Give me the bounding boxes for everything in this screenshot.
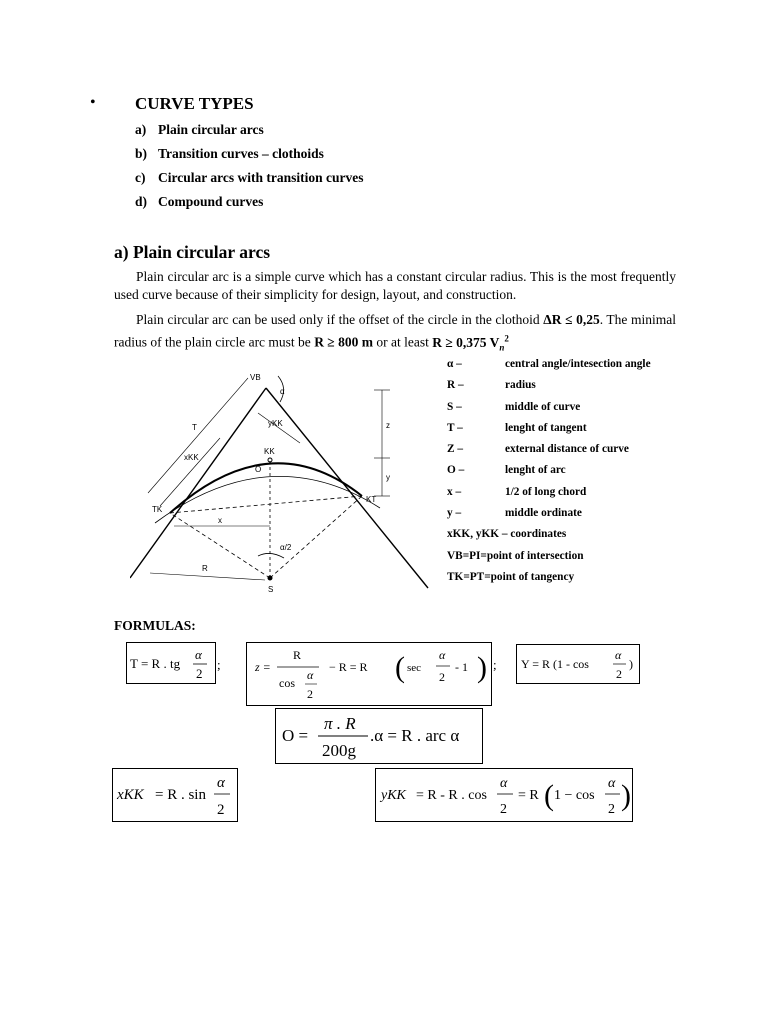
formula-t-two: 2 <box>196 666 203 681</box>
label-alpha: α <box>280 387 285 396</box>
tangent-left <box>130 388 266 578</box>
paragraph-conditions <box>114 311 676 356</box>
formula-z-paren-open: ( <box>395 651 405 684</box>
legend-symbol: T – <box>447 421 463 434</box>
formula-xkk-alpha: α <box>217 775 225 791</box>
list-item-label: d) <box>135 194 148 209</box>
curve-diagram <box>130 368 440 600</box>
formula-ykk-mid: = R - R . cos <box>416 788 487 803</box>
formula-o-rhs: .α = R . arc α <box>370 726 460 745</box>
formula-middle-ordinate <box>516 644 640 684</box>
list-item-text: Plain circular arcs <box>158 122 264 137</box>
formula-o-grad: 200g <box>322 741 356 760</box>
legend-row <box>447 507 651 528</box>
semicolon: ; <box>493 657 497 672</box>
list-item-label: b) <box>135 146 148 161</box>
legend-symbol: S – <box>447 400 462 413</box>
legend-desc: radius <box>505 379 536 392</box>
list-item-text: Transition curves – clothoids <box>158 146 324 161</box>
formula-z-sec: sec <box>407 662 422 674</box>
list-item <box>135 122 364 146</box>
legend-desc: central angle/intesection angle <box>505 358 651 370</box>
formula-ykk-two2: 2 <box>608 802 615 817</box>
label-y: y <box>386 473 390 482</box>
legend <box>447 358 651 592</box>
legend-row <box>447 464 651 485</box>
list-item <box>135 194 364 218</box>
list-item-label: a) <box>135 122 147 137</box>
formula-o-lhs: O = <box>282 726 309 745</box>
list-item <box>135 170 364 194</box>
label-x: x <box>218 516 222 525</box>
list-item-label: c) <box>135 170 146 185</box>
list-item <box>135 146 364 170</box>
semicolon: ; <box>217 657 221 672</box>
legend-desc: middle of curve <box>505 400 581 413</box>
half-alpha-arc <box>258 553 284 558</box>
legend-desc: external distance of curve <box>505 443 629 456</box>
label-kk: KK <box>264 447 275 456</box>
formula-xkk <box>112 768 238 822</box>
bullet: • <box>90 94 96 111</box>
legend-row <box>447 379 651 400</box>
legend-desc: VB=PI=point of intersection <box>447 549 584 562</box>
para-text: or at least <box>372 334 433 350</box>
formula-xkk-lhs: xKK <box>117 787 144 803</box>
formula-ykk-paren-open: ( <box>544 779 554 812</box>
formula-z-paren-close: ) <box>477 651 487 684</box>
formulas-title: FORMULAS: <box>114 618 196 633</box>
page-heading: CURVE TYPES <box>135 94 254 113</box>
para-text: Plain circular arc can be used only if the offset of the circle in the clothoid <box>136 312 544 327</box>
formula-ykk-eq: = R <box>518 788 539 803</box>
label-ykk: yKK <box>268 419 283 428</box>
legend-row <box>447 550 651 571</box>
formula-z-two: 2 <box>307 687 313 701</box>
para-text: . The minimal radius of the plain circle arc must be <box>114 312 676 350</box>
legend-row <box>447 358 651 379</box>
speed-formula: R ≥ 0,375 V <box>432 334 500 350</box>
formula-y-alpha: α <box>615 648 622 662</box>
formula-o-pi-r: π . R <box>324 714 356 733</box>
speed-subscript: n <box>499 342 505 353</box>
formula-z-cos: cos <box>279 676 295 690</box>
legend-desc: lenght of tangent <box>505 421 587 434</box>
formula-ykk <box>375 768 633 822</box>
formula-ykk-lhs: yKK <box>381 788 406 803</box>
formula-xkk-two: 2 <box>217 802 225 818</box>
legend-row <box>447 528 651 549</box>
long-chord <box>170 496 362 513</box>
t-dimension <box>148 378 248 493</box>
list-item-text: Circular arcs with transition curves <box>158 170 364 185</box>
label-z: z <box>386 421 390 430</box>
min-radius-speed <box>432 333 509 353</box>
formula-xkk-rhs: = R . sin <box>155 787 206 803</box>
label-r: R <box>202 564 208 573</box>
formula-z-alpha: α <box>307 668 314 682</box>
r-dimension <box>150 573 265 580</box>
paragraph-intro: Plain circular arc is a simple curve which has a constant circular radius. This is the most frequently used curve because of their simplicity for design, layout, and construction. <box>114 269 676 302</box>
legend-desc: middle ordinate <box>505 507 582 520</box>
list-item-text: Compound curves <box>158 194 264 209</box>
center-point <box>268 576 272 580</box>
speed-superscript: 2 <box>504 333 509 343</box>
formula-y-two: 2 <box>616 667 622 681</box>
legend-symbol: α – <box>447 358 462 370</box>
formula-z-minus-one: - 1 <box>455 660 468 674</box>
label-tk: TK <box>152 505 163 514</box>
legend-desc: TK=PT=point of tangency <box>447 570 575 583</box>
label-s: S <box>268 585 274 594</box>
inner-arc <box>155 476 380 523</box>
legend-symbol: x – <box>447 485 462 498</box>
legend-row <box>447 486 651 507</box>
formula-ykk-two: 2 <box>500 802 507 817</box>
formula-y-close: ) <box>629 657 633 671</box>
legend-symbol: O – <box>447 464 465 477</box>
legend-row <box>447 422 651 443</box>
formula-ykk-one-minus-cos: 1 − cos <box>554 788 595 803</box>
formula-tangent <box>126 642 216 684</box>
label-vb: VB <box>250 373 261 382</box>
formula-y-lhs: Y = R (1 - cos <box>521 657 589 671</box>
legend-desc: 1/2 of long chord <box>505 485 587 498</box>
formula-t-alpha: α <box>195 647 202 662</box>
legend-symbol: y – <box>447 507 462 520</box>
label-half-alpha: α/2 <box>280 543 292 552</box>
legend-desc: lenght of arc <box>505 464 566 477</box>
formula-z-two2: 2 <box>439 670 445 684</box>
radius-right <box>270 496 362 578</box>
formula-ykk-alpha: α <box>500 776 508 791</box>
legend-row <box>447 571 651 592</box>
label-xkk: xKK <box>184 453 199 462</box>
formula-ykk-alpha2: α <box>608 776 616 791</box>
section-title: a) Plain circular arcs <box>114 242 271 262</box>
legend-symbol: Z – <box>447 443 464 456</box>
legend-row <box>447 443 651 464</box>
legend-symbol: R – <box>447 379 464 392</box>
formula-z-minus: − R = R <box>329 660 368 674</box>
legend-desc: xKK, yKK – coordinates <box>447 528 567 541</box>
legend-row <box>447 401 651 422</box>
formula-arc-length <box>275 708 483 764</box>
formula-z-num-r: R <box>293 648 302 662</box>
formula-ykk-paren-close: ) <box>621 779 631 812</box>
label-o: O <box>255 465 262 474</box>
label-kt: KT <box>366 495 377 504</box>
min-radius: R ≥ 800 m <box>314 334 373 350</box>
label-t: T <box>192 423 197 432</box>
formula-z-alpha2: α <box>439 648 446 662</box>
formula-t-lhs: T = R . tg <box>130 656 181 671</box>
tangent-right <box>266 388 428 588</box>
curve-types-list <box>135 122 364 218</box>
formula-external-distance <box>246 642 492 706</box>
formula-z-lhs: z = <box>255 660 271 674</box>
ykk-dimension <box>258 413 300 443</box>
offset-condition: ΔR ≤ 0,25 <box>543 312 600 327</box>
